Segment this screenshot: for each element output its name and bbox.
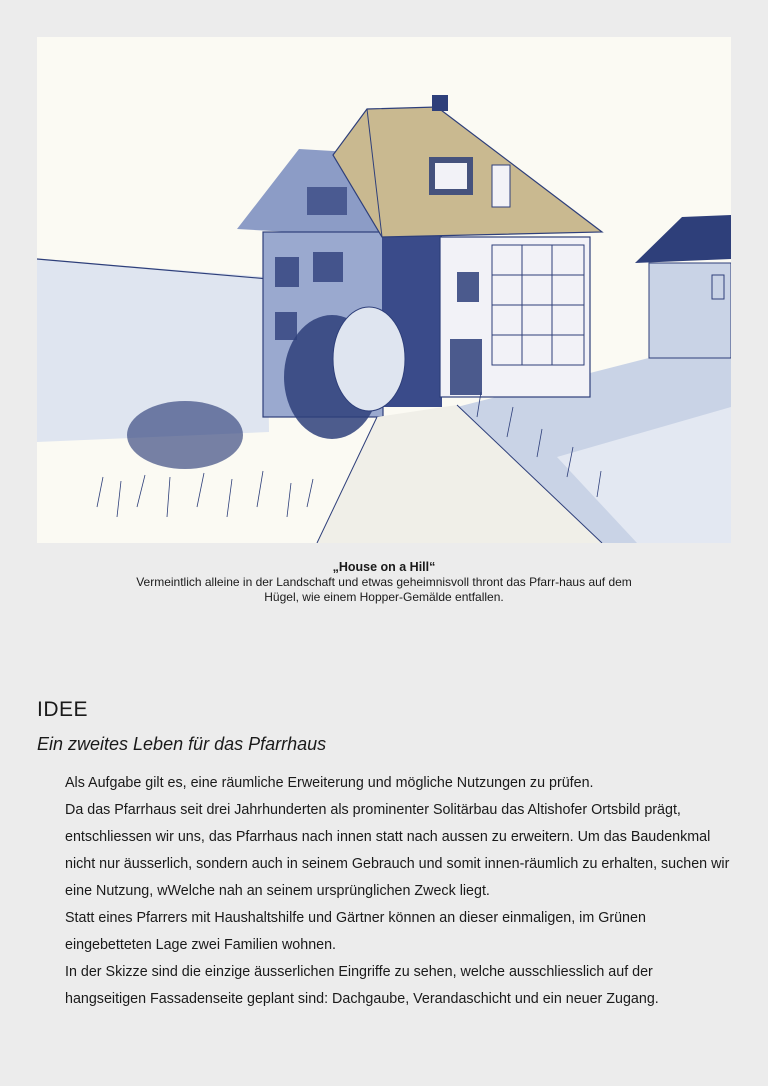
- section-subheading: Ein zweites Leben für das Pfarrhaus: [37, 734, 327, 754]
- body-paragraph: In der Skizze sind die einzige äusserlichen Eingriffe zu sehen, welche ausschliesslich auf der hangseitigen Fassadenseite geplant sind: Dachgaube, Verandaschicht und ein neuer Zugang.: [65, 964, 659, 1007]
- body-paragraph: Da das Pfarrhaus seit drei Jahrhunderten als prominenter Solitärbau das Altishofer Ortsbild prägt, entschliessen wir uns, das Pfarrhaus nach innen statt nach aussen zu erweitern. Um das Baudenkmal nicht nur äusserlich, sondern auch in seinem Gebrauch und somit innen-räumlich zu erhalten, suchen wir eine Nutzung, wWelche nah an seinem ursprünglichen Zweck liegt.: [65, 802, 730, 899]
- house-sketch-illustration: [37, 37, 731, 543]
- house-sketch-drawing: [37, 37, 731, 543]
- illustration-caption: [120, 560, 648, 605]
- body-paragraph: Statt eines Pfarrers mit Haushaltshilfe und Gärtner können an dieser einmaligen, im Grünen eingebetteten Lage zwei Familien wohnen.: [65, 910, 646, 953]
- body-paragraph: Als Aufgabe gilt es, eine räumliche Erweiterung und mögliche Nutzungen zu prüfen.: [65, 775, 594, 791]
- section-heading: IDEE: [37, 698, 89, 721]
- caption-text: Vermeintlich alleine in der Landschaft und etwas geheimnisvoll thront das Pfarr-haus auf dem Hügel, wie einem Hopper-Gemälde entfallen.: [136, 575, 632, 604]
- section-body: [65, 770, 730, 1013]
- caption-title: „House on a Hill“: [332, 560, 436, 574]
